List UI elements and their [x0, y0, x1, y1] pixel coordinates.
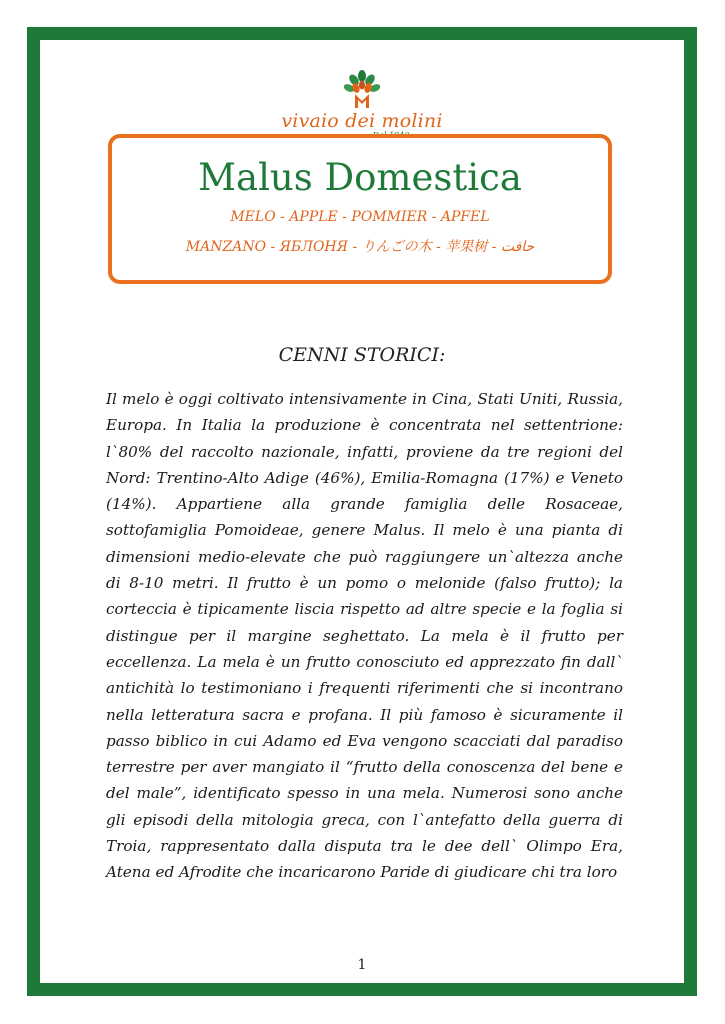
- brand-logo: [40, 70, 684, 141]
- body-paragraph: Il melo è oggi coltivato intensivamente in Cina, Stati Uniti, Russia, Europa. In Italia la produzione è concentrata nel settentrione: l`80% del raccolto nazionale, infatti, proviene da tre regioni del Nord: Trentino-Alto Adige (46%), Emilia-Romagna (17%) e Veneto (14%). Appartiene alla grande famiglia delle Rosaceae, sottofamiglia Pomoideae, genere Malus. Il melo è una pianta di dimensioni medio-elevate che può raggiungere un`altezza anche di 8-10 metri. Il frutto è un pomo o melonide (falso frutto); la corteccia è tipicamente liscia rispetto ad altre specie e la foglia si distingue per il margine seghettato. La mela è il frutto per eccellenza. La mela è un frutto conosciuto ed apprezzato fin dall` antichità lo testimoniano i frequenti riferimenti che si incontrano nella letteratura sacra e profana. Il più famoso è sicuramente il passo biblico in cui Adamo ed Eva vengono scacciati dal paradiso terrestre per aver mangiato il “frutto della conoscenza del bene e del male”, identificato spesso in una mela. Numerosi sono anche gli episodi della mitologia greca, con l`antefatto della guerra di Troia, rappresentato dalla disputa tra le dee dell` Olimpo Era, Atena ed Afrodite che incaricarono Paride di giudicare chi tra loro: [106, 390, 623, 882]
- common-names-line-2: MANZANO - ЯБЛОНЯ - りんごの木 - 苹果树 - حافت: [185, 239, 535, 255]
- page-number: 1: [357, 957, 367, 973]
- brand-since: Dal 1940: [372, 131, 410, 140]
- section-heading: CENNI STORICI:: [278, 344, 446, 366]
- page-title: Malus Domestica: [198, 156, 522, 199]
- title-box: [108, 134, 612, 284]
- page-frame: [27, 27, 697, 996]
- tree-logo-icon: [342, 70, 382, 110]
- common-names-line-1: MELO - APPLE - POMMIER - APFEL: [230, 209, 490, 225]
- brand-name: vivaio dei molini: [281, 110, 443, 132]
